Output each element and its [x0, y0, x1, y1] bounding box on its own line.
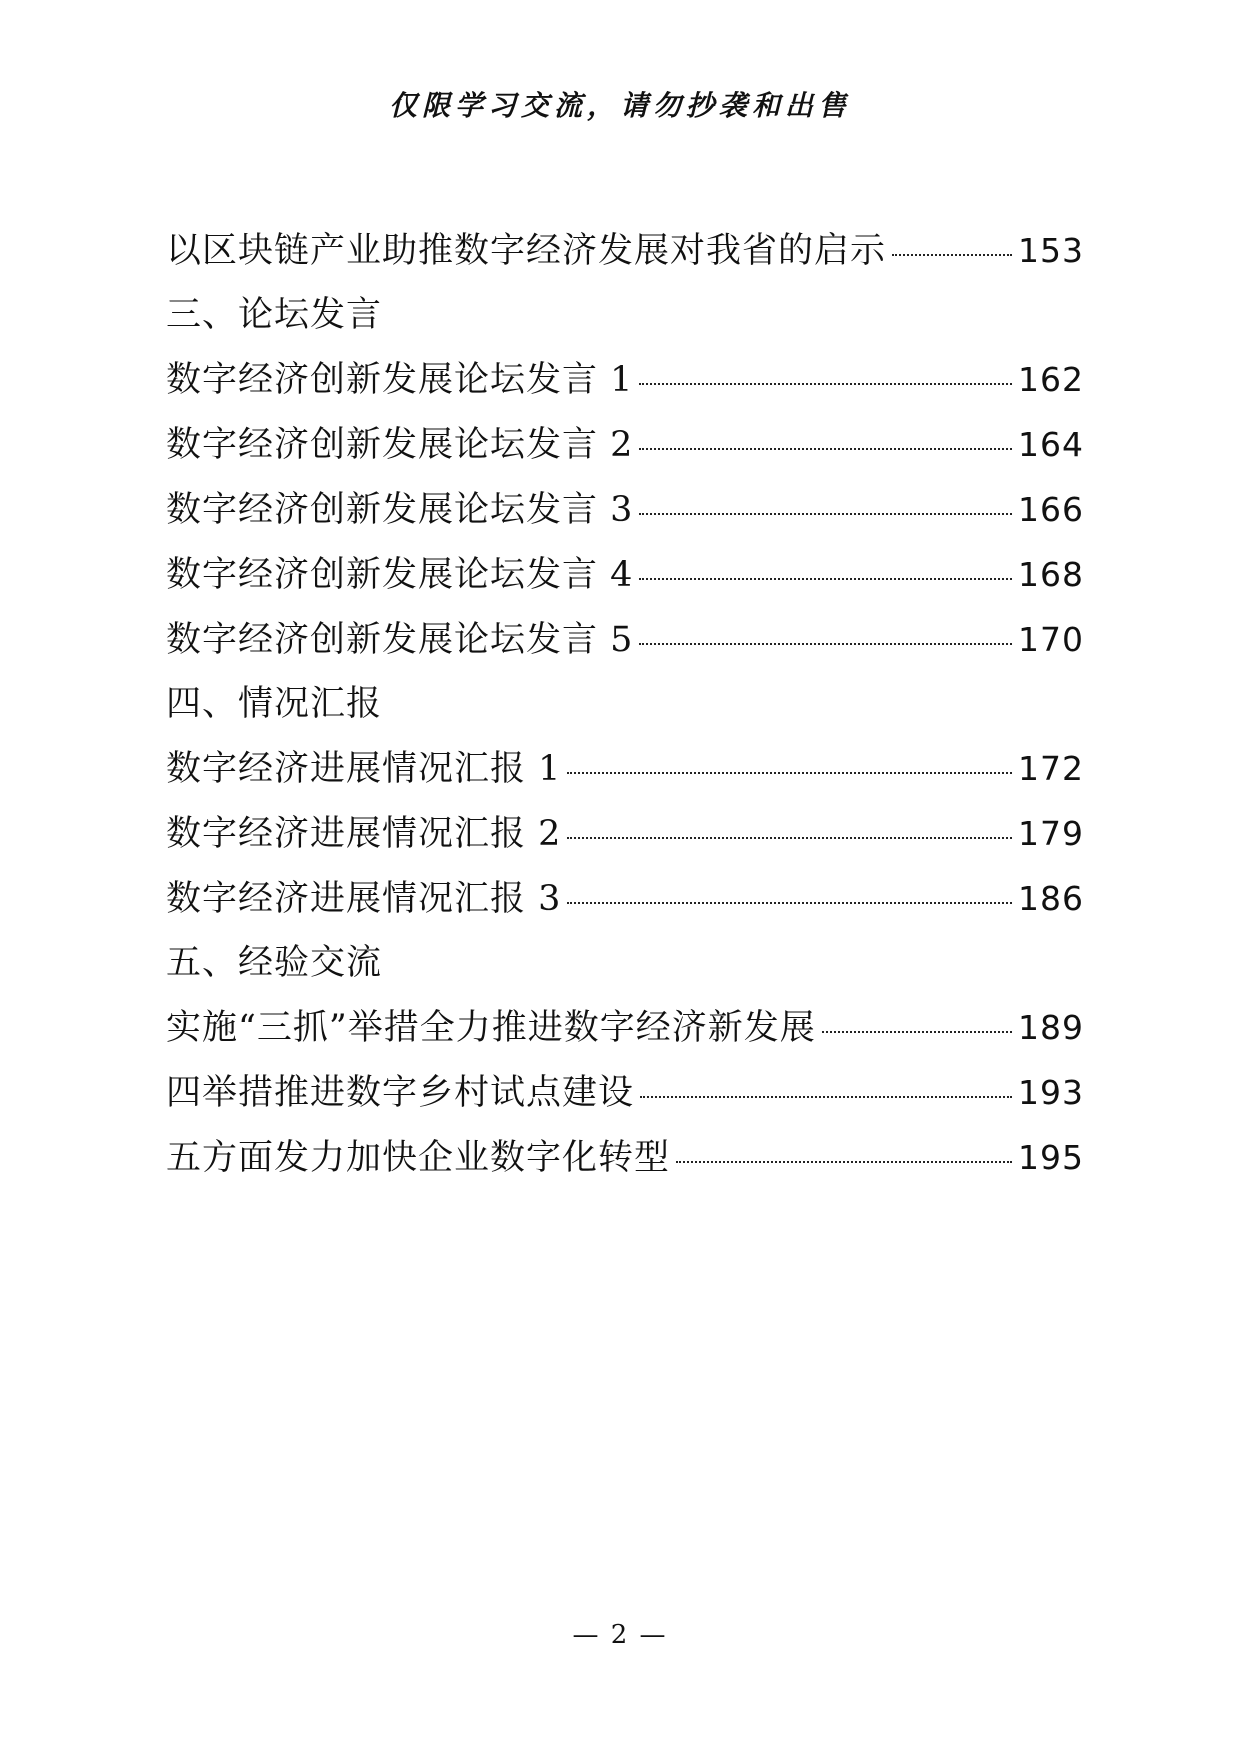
toc-entry-page: 195 — [1018, 1138, 1084, 1177]
toc-entry-title: 数字经济进展情况汇报 3 — [166, 879, 562, 919]
section-heading-text: 五、经验交流 — [166, 943, 383, 983]
toc-section-heading — [166, 931, 1084, 995]
section-heading-text: 四、情况汇报 — [166, 684, 383, 724]
dot-leader — [639, 643, 1012, 645]
toc-entry-page: 162 — [1018, 360, 1084, 399]
toc-entry[interactable] — [166, 736, 1084, 801]
toc-entry[interactable] — [166, 542, 1084, 607]
toc-entry-page: 179 — [1018, 814, 1084, 853]
toc-entry[interactable] — [166, 866, 1084, 931]
toc-entry-page: 189 — [1018, 1008, 1084, 1047]
dot-leader — [567, 772, 1012, 774]
page-number-footer: — 2 — — [572, 1620, 668, 1650]
toc-entry-title: 数字经济创新发展论坛发言 5 — [166, 620, 634, 660]
toc-section-heading — [166, 672, 1084, 736]
toc-entry-title: 数字经济创新发展论坛发言 4 — [166, 555, 634, 595]
toc-entry-title: 五方面发力加快企业数字化转型 — [166, 1138, 671, 1178]
page-header: 仅限学习交流，请勿抄袭和出售 — [388, 89, 851, 122]
dot-leader — [639, 513, 1012, 515]
toc-entry-title: 数字经济创新发展论坛发言 2 — [166, 425, 634, 465]
toc-entry-page: 186 — [1018, 879, 1084, 918]
dot-leader — [567, 837, 1012, 839]
toc-entry[interactable] — [166, 477, 1084, 542]
toc-entry-title: 数字经济创新发展论坛发言 1 — [166, 360, 634, 400]
dot-leader — [639, 448, 1012, 450]
toc-entry[interactable] — [166, 995, 1084, 1060]
toc-entry-title: 数字经济进展情况汇报 1 — [166, 749, 562, 789]
toc-entry-title: 四举措推进数字乡村试点建设 — [166, 1073, 635, 1113]
toc-entry-page: 153 — [1018, 231, 1084, 270]
toc-entry-page: 170 — [1018, 620, 1084, 659]
toc-entry-title: 以区块链产业助推数字经济发展对我省的启示 — [166, 231, 887, 271]
toc-entry-title: 数字经济创新发展论坛发言 3 — [166, 490, 634, 530]
dot-leader — [639, 383, 1012, 385]
toc-entry[interactable] — [166, 801, 1084, 866]
toc-entry[interactable] — [166, 1060, 1084, 1125]
dot-leader — [892, 254, 1012, 256]
dot-leader — [639, 578, 1012, 580]
toc-entry-title: 数字经济进展情况汇报 2 — [166, 814, 562, 854]
toc-entry[interactable] — [166, 347, 1084, 412]
dot-leader — [676, 1161, 1012, 1163]
toc-entry[interactable] — [166, 412, 1084, 477]
dot-leader — [640, 1096, 1012, 1098]
toc-entry[interactable] — [166, 218, 1084, 283]
toc-entry-page: 166 — [1018, 490, 1084, 529]
toc-entry-page: 172 — [1018, 749, 1084, 788]
dot-leader — [822, 1031, 1012, 1033]
toc-entry-page: 168 — [1018, 555, 1084, 594]
toc-entry-page: 164 — [1018, 425, 1084, 464]
section-heading-text: 三、论坛发言 — [166, 295, 383, 335]
toc-section-heading — [166, 283, 1084, 347]
table-of-contents — [166, 218, 1084, 1190]
toc-entry-title: 实施“三抓”举措全力推进数字经济新发展 — [166, 1008, 816, 1048]
toc-entry-page: 193 — [1018, 1073, 1084, 1112]
dot-leader — [567, 902, 1012, 904]
toc-entry[interactable] — [166, 1125, 1084, 1190]
toc-entry[interactable] — [166, 607, 1084, 672]
